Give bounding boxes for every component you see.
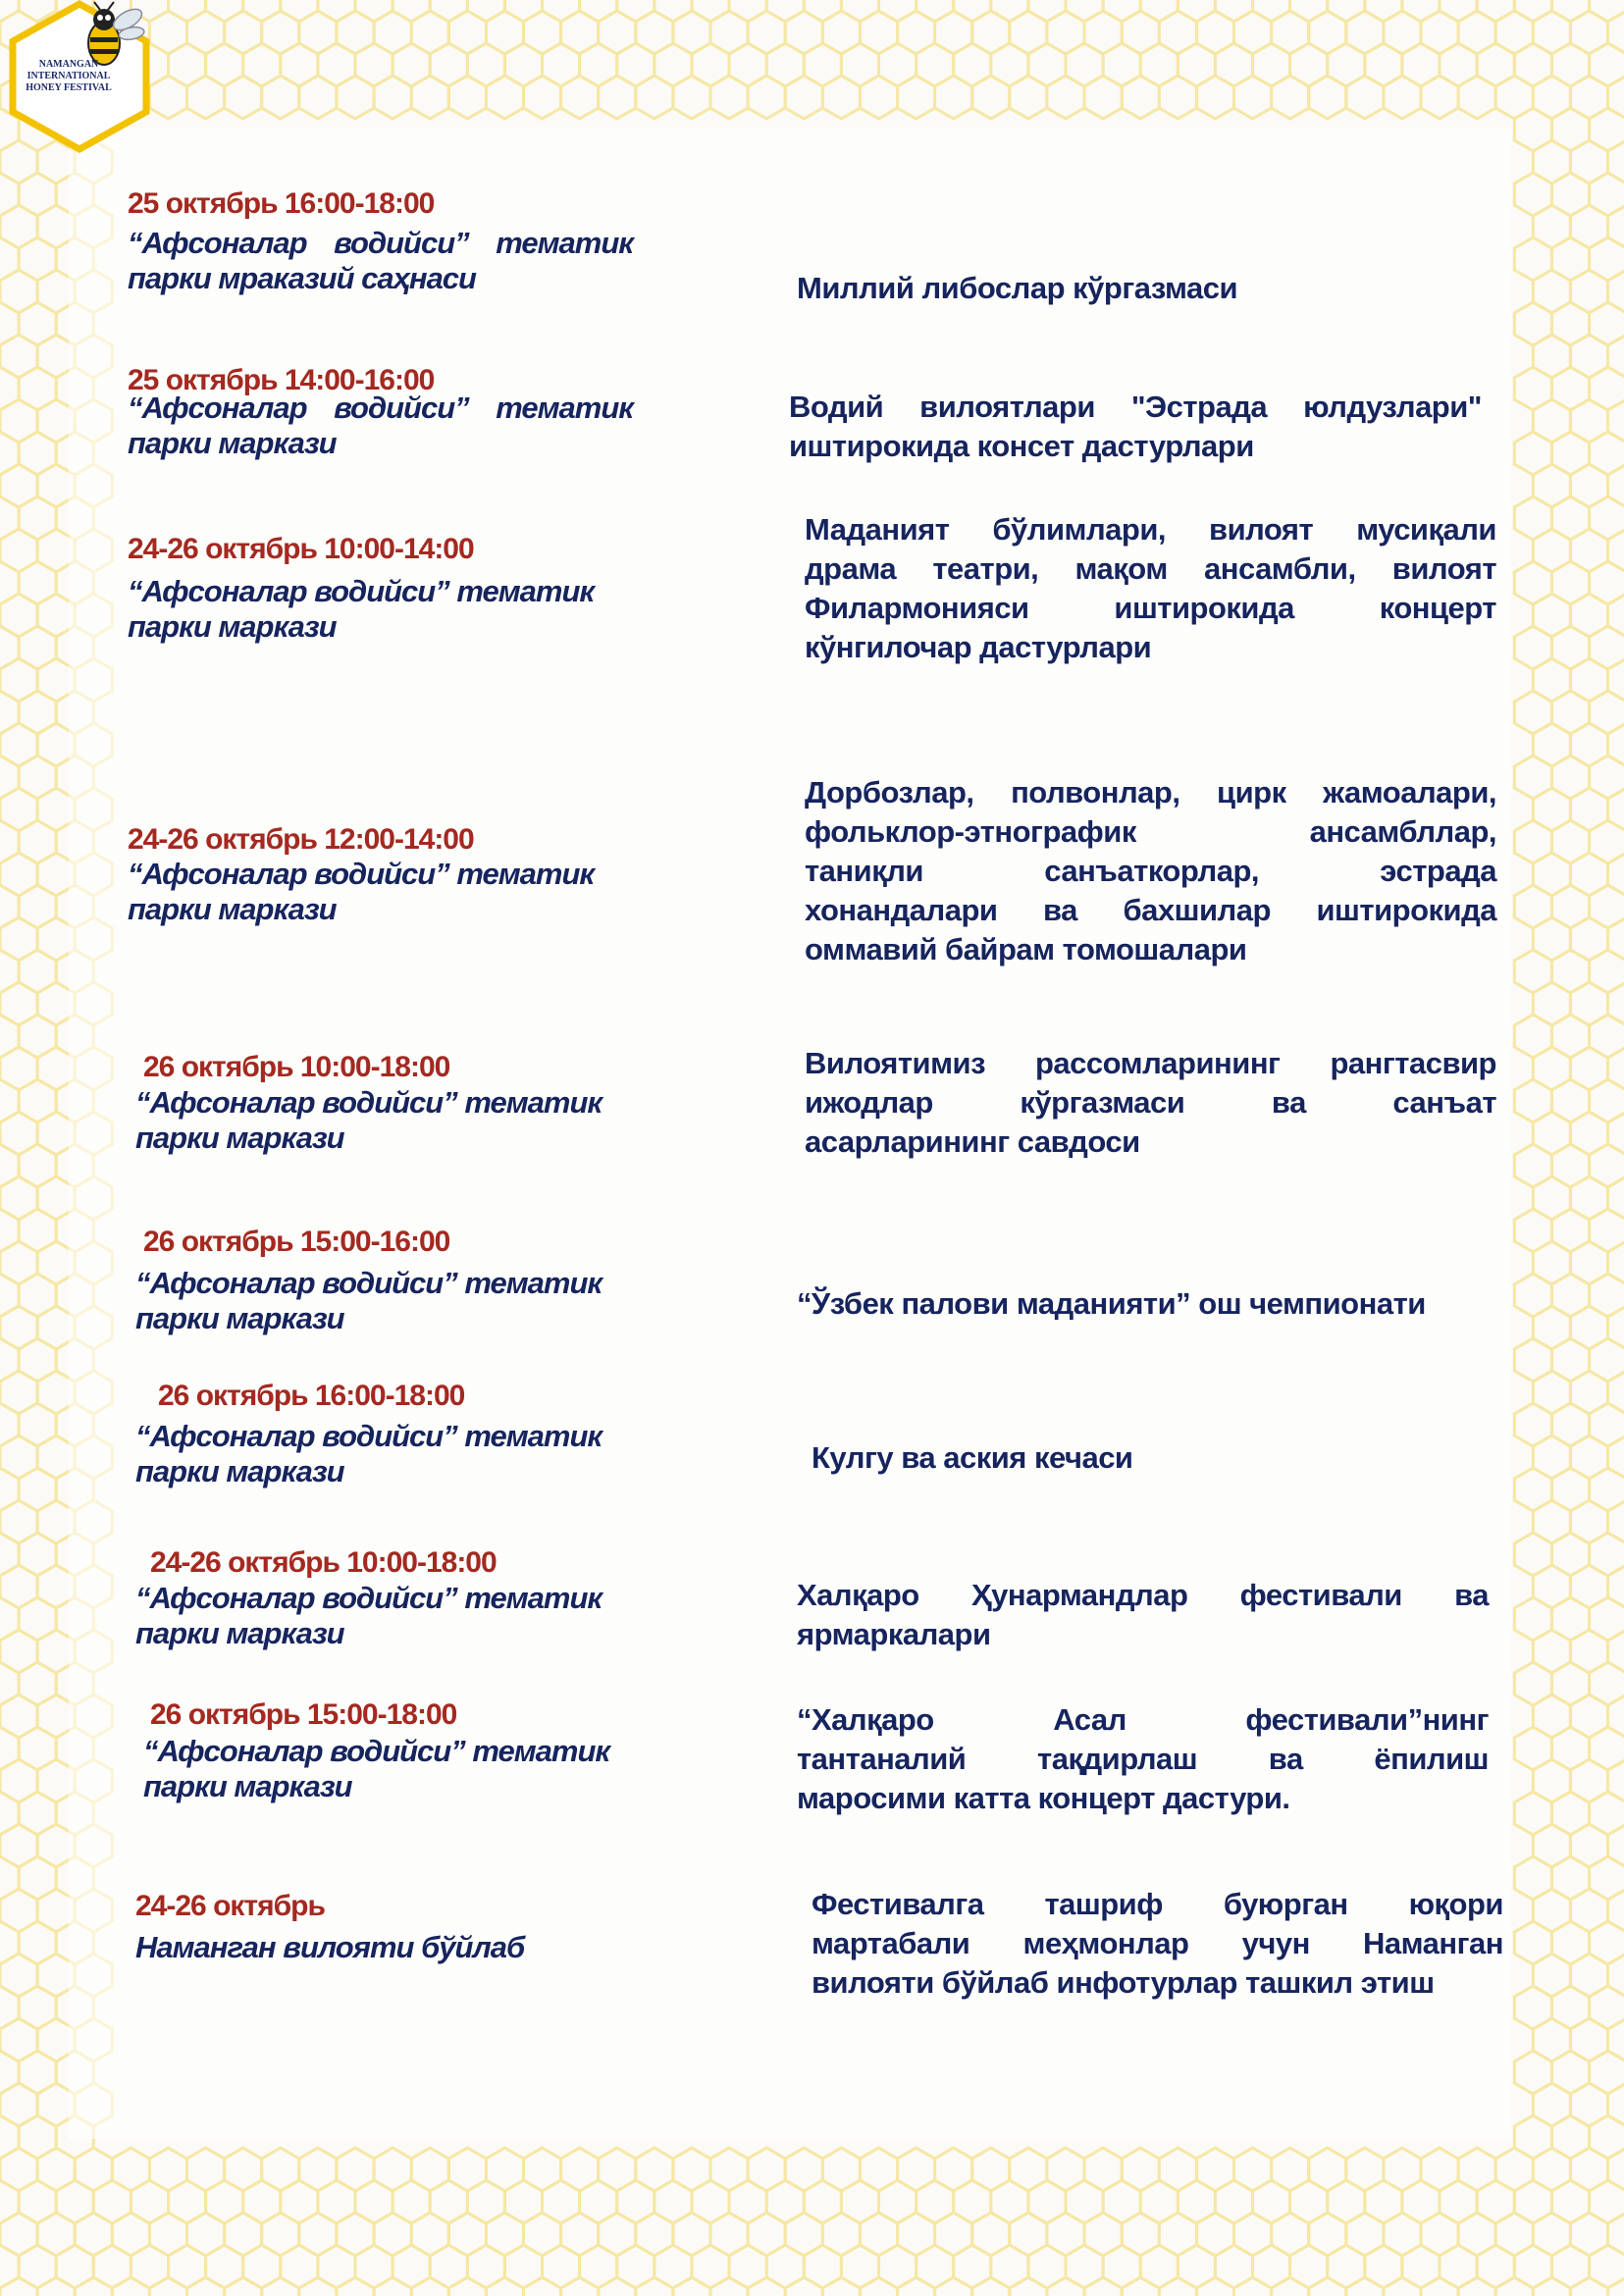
- event-datetime: 26 октябрь 16:00-18:00: [158, 1380, 465, 1412]
- honeycomb-cell: [1421, 76, 1458, 119]
- honeycomb-cell: [1047, 2277, 1084, 2296]
- honeycomb-cell: [1458, 2277, 1495, 2296]
- honeycomb-cell: [486, 2277, 523, 2296]
- honeycomb-cell: [1066, 0, 1103, 22]
- honeycomb-cell: [1533, 2277, 1570, 2296]
- honeycomb-cell: [1010, 76, 1047, 119]
- honeycomb-cell: [318, 0, 355, 22]
- honeycomb-cell: [1346, 2277, 1384, 2296]
- honeycomb-cell: [486, 76, 523, 119]
- event-title: Кулгу ва аския кечаси: [812, 1440, 1133, 1475]
- honeycomb-cell: [411, 2277, 448, 2296]
- honeycomb-cell: [1122, 76, 1159, 119]
- event-title: Халқаро Ҳунармандлар фестивали ва ярмаркалари: [797, 1578, 1489, 1651]
- honeycomb-cell: [1514, 0, 1551, 22]
- event-venue: “Афсоналар водийси” тематик парки маркази: [135, 1266, 602, 1335]
- honeycomb-cell: [935, 2277, 972, 2296]
- honeycomb-cell: [112, 2277, 149, 2296]
- event-title: Дорбозлар, полвонлар, цирк жамоалари, фольклор-этнографик ансамбллар, таниқли санъаткорлар, эстрада хонандалари ва бахшилар иштирокида оммавий байрам томошалари: [805, 775, 1496, 966]
- honeycomb-cell: [225, 2277, 262, 2296]
- event-title: “Халқаро Асал фестивали”нинг тантаналий тақдирлаш ва ёпилиш маросими катта концерт дастури.: [797, 1702, 1489, 1815]
- event-datetime: 26 октябрь 15:00-16:00: [143, 1226, 450, 1258]
- logo-line-2: INTERNATIONAL: [26, 71, 111, 81]
- event-datetime: 26 октябрь 15:00-18:00: [150, 1698, 457, 1731]
- honeycomb-cell: [785, 2277, 822, 2296]
- honeycomb-cell: [1402, 0, 1440, 22]
- honeycomb-cell: [1477, 0, 1514, 22]
- event-title: “Ўзбек палови маданияти” ош чемпионати: [797, 1286, 1426, 1321]
- honeycomb-cell: [1178, 0, 1215, 22]
- honeycomb-cell: [75, 2277, 112, 2296]
- honeycomb-cell: [972, 76, 1010, 119]
- honeycomb-cell: [1196, 2277, 1233, 2296]
- honeycomb-cell: [1346, 76, 1384, 119]
- honeycomb-cell: [617, 0, 655, 22]
- honeycomb-cell: [448, 2277, 486, 2296]
- honeycomb-cell: [561, 2277, 599, 2296]
- honeycomb-cell: [1028, 0, 1066, 22]
- event-venue: “Афсоналар водийси” тематик парки маркази: [135, 1419, 602, 1488]
- honeycomb-cell: [1159, 76, 1196, 119]
- honeycomb-cell: [430, 0, 467, 22]
- honeycomb-cell: [748, 2277, 785, 2296]
- honeycomb-cell: [299, 2277, 337, 2296]
- honeycomb-cell: [822, 2277, 860, 2296]
- honeycomb-cell: [599, 76, 636, 119]
- logo-text: [20, 59, 118, 94]
- honeycomb-cell: [206, 0, 243, 22]
- honeycomb-cell: [860, 76, 897, 119]
- honeycomb-cell: [504, 0, 542, 22]
- honeycomb-cell: [636, 2277, 673, 2296]
- honeycomb-cell: [1272, 2277, 1309, 2296]
- honeycomb-cell: [1010, 2277, 1047, 2296]
- event-datetime: 25 октябрь 14:00-16:00: [128, 364, 435, 396]
- event-datetime: 24-26 октябрь: [135, 1890, 325, 1922]
- event-title: Миллий либослар кўргазмаси: [797, 271, 1238, 305]
- event-title: Вилоятимиз рассомларининг рангтасвир ижодлар кўргазмаси ва санъат асарларининг савдоси: [805, 1046, 1496, 1159]
- honeycomb-cell: [1234, 76, 1272, 119]
- honeycomb-cell: [337, 2277, 374, 2296]
- honeycomb-cell: [225, 76, 262, 119]
- honeycomb-cell: [1458, 76, 1495, 119]
- honeycomb-cell: [524, 76, 561, 119]
- honeycomb-cell: [169, 0, 206, 22]
- honeycomb-cell: [841, 0, 878, 22]
- honeycomb-cell: [393, 0, 430, 22]
- honeycomb-cell: [710, 2277, 748, 2296]
- festival-logo: [6, 0, 153, 153]
- honeycomb-cell: [1608, 2277, 1624, 2296]
- honeycomb-cell: [561, 76, 599, 119]
- honeycomb-cell: [1384, 2277, 1421, 2296]
- event-venue: “Афсоналар водийси” тематик парки мраказий саҳнаси: [128, 226, 633, 295]
- honeycomb-cell: [729, 0, 766, 22]
- honeycomb-cell: [281, 0, 318, 22]
- honeycomb-cell: [1215, 0, 1252, 22]
- honeycomb-cell: [374, 76, 411, 119]
- honeycomb-cell: [954, 0, 991, 22]
- honeycomb-cell: [748, 76, 785, 119]
- honeycomb-cell: [1309, 76, 1346, 119]
- honeycomb-cell: [187, 2277, 225, 2296]
- honeycomb-cell: [243, 0, 281, 22]
- honeycomb-cell: [1365, 0, 1402, 22]
- honeycomb-cell: [1272, 76, 1309, 119]
- honeycomb-cell: [0, 2277, 37, 2296]
- honeycomb-cell: [1328, 0, 1365, 22]
- honeycomb-cell: [1551, 0, 1589, 22]
- honeycomb-cell: [1084, 2277, 1122, 2296]
- event-datetime: 24-26 октябрь 10:00-18:00: [150, 1546, 497, 1579]
- honeycomb-cell: [1196, 76, 1233, 119]
- honeycomb-cell: [692, 0, 729, 22]
- event-venue: “Афсоналар водийси” тематик парки маркази: [128, 574, 595, 644]
- honeycomb-cell: [355, 0, 393, 22]
- honeycomb-cell: [804, 0, 841, 22]
- honeycomb-cell: [766, 0, 804, 22]
- honeycomb-cell: [1234, 2277, 1272, 2296]
- honeycomb-cell: [1421, 2277, 1458, 2296]
- event-venue: “Афсоналар водийси” тематик парки маркази: [128, 391, 633, 460]
- honeycomb-cell: [1309, 2277, 1346, 2296]
- honeycomb-cell: [935, 76, 972, 119]
- honeycomb-cell: [898, 2277, 935, 2296]
- honeycomb-cell: [262, 76, 299, 119]
- honeycomb-cell: [1159, 2277, 1196, 2296]
- honeycomb-cell: [991, 0, 1028, 22]
- logo-line-3: HONEY FESTIVAL: [26, 82, 112, 93]
- honeycomb-cell: [1590, 0, 1624, 22]
- event-datetime: 24-26 октябрь 12:00-14:00: [128, 823, 474, 856]
- event-title: Водий вилоятлари "Эстрада юлдузлари" иштирокида консет дастурлари: [789, 390, 1482, 463]
- honeycomb-cell: [337, 76, 374, 119]
- honeycomb-cell: [1103, 0, 1140, 22]
- honeycomb-cell: [149, 2277, 186, 2296]
- honeycomb-cell: [860, 2277, 897, 2296]
- honeycomb-cell: [187, 76, 225, 119]
- honeycomb-cell: [299, 76, 337, 119]
- honeycomb-cell: [1290, 0, 1328, 22]
- honeycomb-cell: [1384, 76, 1421, 119]
- honeycomb-cell: [917, 0, 954, 22]
- honeycomb-cell: [1495, 2277, 1533, 2296]
- honeycomb-cell: [655, 0, 692, 22]
- honeycomb-cell: [785, 76, 822, 119]
- honeycomb-cell: [524, 2277, 561, 2296]
- honeycomb-cell: [1140, 0, 1178, 22]
- event-venue: “Афсоналар водийси” тематик парки маркази: [128, 857, 595, 926]
- honeycomb-cell: [448, 76, 486, 119]
- honeycomb-cell: [543, 0, 580, 22]
- event-venue: “Афсоналар водийси” тематик парки маркази: [135, 1581, 602, 1650]
- honeycomb-cell: [1570, 2277, 1607, 2296]
- honeycomb-cell: [599, 2277, 636, 2296]
- honeycomb-cell: [879, 0, 917, 22]
- logo-line-1: NAMANGAN: [38, 59, 99, 70]
- honeycomb-cell: [411, 76, 448, 119]
- event-title: Фестивалга ташриф буюрган юқори мартабали меҳмонлар учун Наманган вилояти бўйлаб инфотурлар ташкил этиш: [812, 1887, 1503, 2000]
- honeycomb-cell: [673, 76, 710, 119]
- honeycomb-cell: [898, 76, 935, 119]
- event-datetime: 26 октябрь 10:00-18:00: [143, 1051, 450, 1083]
- event-title: Маданият бўлимлари, вилоят мусиқали драма театри, мақом ансамбли, вилоят Филармонияси иштирокида концерт кўнгилочар дастурлари: [805, 512, 1496, 664]
- honeycomb-cell: [467, 0, 504, 22]
- honeycomb-cell: [1122, 2277, 1159, 2296]
- honeycomb-cell: [710, 76, 748, 119]
- honeycomb-cell: [636, 76, 673, 119]
- honeycomb-cell: [37, 2277, 75, 2296]
- event-datetime: 25 октябрь 16:00-18:00: [128, 187, 435, 220]
- honeycomb-cell: [1440, 0, 1477, 22]
- event-datetime: 24-26 октябрь 10:00-14:00: [128, 533, 474, 565]
- honeycomb-cell: [972, 2277, 1010, 2296]
- honeycomb-cell: [149, 76, 186, 119]
- event-venue: “Афсоналар водийси” тематик парки маркази: [135, 1085, 602, 1155]
- event-venue: Наманган вилояти бўйлаб: [135, 1930, 525, 1964]
- honeycomb-cell: [374, 2277, 411, 2296]
- honeycomb-cell: [1084, 76, 1122, 119]
- event-venue: “Афсоналар водийси” тематик парки маркази: [143, 1734, 610, 1803]
- honeycomb-cell: [1253, 0, 1290, 22]
- honeycomb-cell: [822, 76, 860, 119]
- honeycomb-cell: [673, 2277, 710, 2296]
- honeycomb-cell: [262, 2277, 299, 2296]
- honeycomb-cell: [1047, 76, 1084, 119]
- honeycomb-cell: [580, 0, 617, 22]
